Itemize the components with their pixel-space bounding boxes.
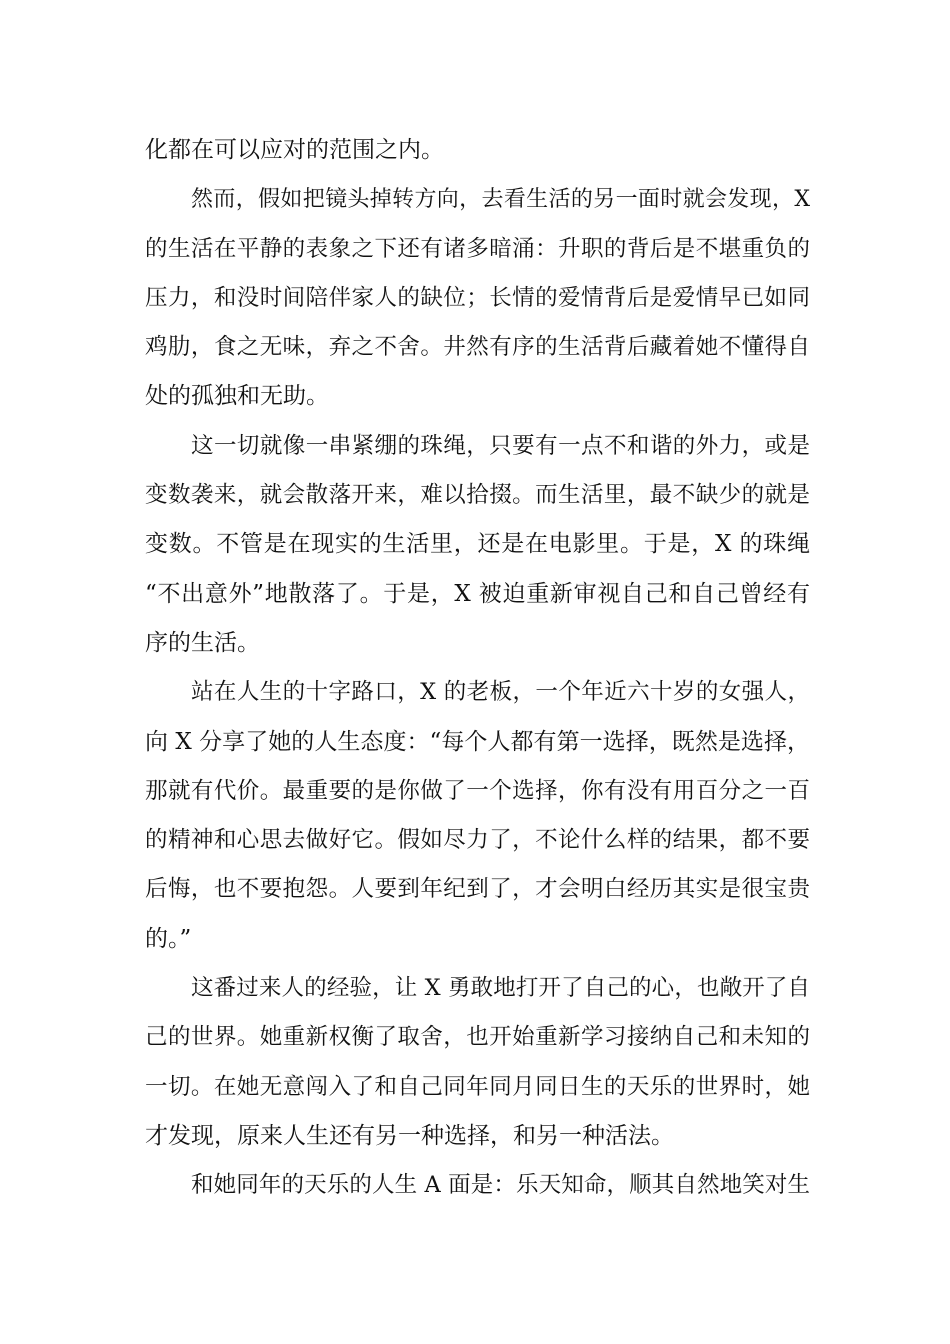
text-line: 的精神和心思去做好它。假如尽力了，不论什么样的结果，都不要: [145, 827, 810, 854]
text-line: 后悔，也不要抱怨。人要到年纪到了，才会明白经历其实是很宝贵: [145, 876, 810, 903]
text-line: 鸡肋，食之无味，弃之不舍。井然有序的生活背后藏着她不懂得自: [145, 334, 810, 361]
text-line: 才发现，原来人生还有另一种选择，和另一种活法。: [145, 1122, 674, 1149]
text-line: 变数袭来，就会散落开来，难以拾掇。而生活里，最不缺少的就是: [145, 482, 810, 509]
text-line: 序的生活。: [145, 629, 260, 656]
text-line: 这一切就像一串紧绷的珠绳，只要有一点不和谐的外力，或是: [191, 432, 810, 459]
text-line: “不出意外”地散落了。于是，X 被迫重新审视自己和自己曾经有: [145, 580, 810, 607]
text-line: 压力，和没时间陪伴家人的缺位；长情的爱情背后是爱情早已如同: [145, 284, 810, 311]
text-line: 化都在可以应对的范围之内。: [145, 137, 444, 163]
text-line: 变数。不管是在现实的生活里，还是在电影里。于是，X 的珠绳: [145, 531, 810, 558]
text-line: 这番过来人的经验，让 X 勇敢地打开了自己的心，也敞开了自: [191, 975, 810, 1002]
text-line: 的。”: [145, 925, 192, 952]
text-line: 然而，假如把镜头掉转方向，去看生活的另一面时就会发现，X: [191, 187, 810, 213]
text-line: 那就有代价。最重要的是你做了一个选择，你有没有用百分之一百: [145, 777, 810, 804]
text-line: 站在人生的十字路口，X 的老板，一个年近六十岁的女强人，: [191, 679, 810, 706]
body-text: [145, 126, 810, 1211]
text-line: 己的世界。她重新权衡了取舍，也开始重新学习接纳自己和未知的: [145, 1024, 810, 1051]
text-line: 处的孤独和无助。: [145, 383, 329, 410]
text-line: 的生活在平静的表象之下还有诸多暗涌：升职的背后是不堪重负的: [145, 235, 810, 262]
text-line: 向 X 分享了她的人生态度：“每个人都有第一选择，既然是选择，: [145, 728, 810, 755]
text-line: 和她同年的天乐的人生 A 面是：乐天知命，顺其自然地笑对生: [191, 1172, 810, 1199]
text-line: 一切。在她无意闯入了和自己同年同月同日生的天乐的世界时，她: [145, 1073, 810, 1100]
